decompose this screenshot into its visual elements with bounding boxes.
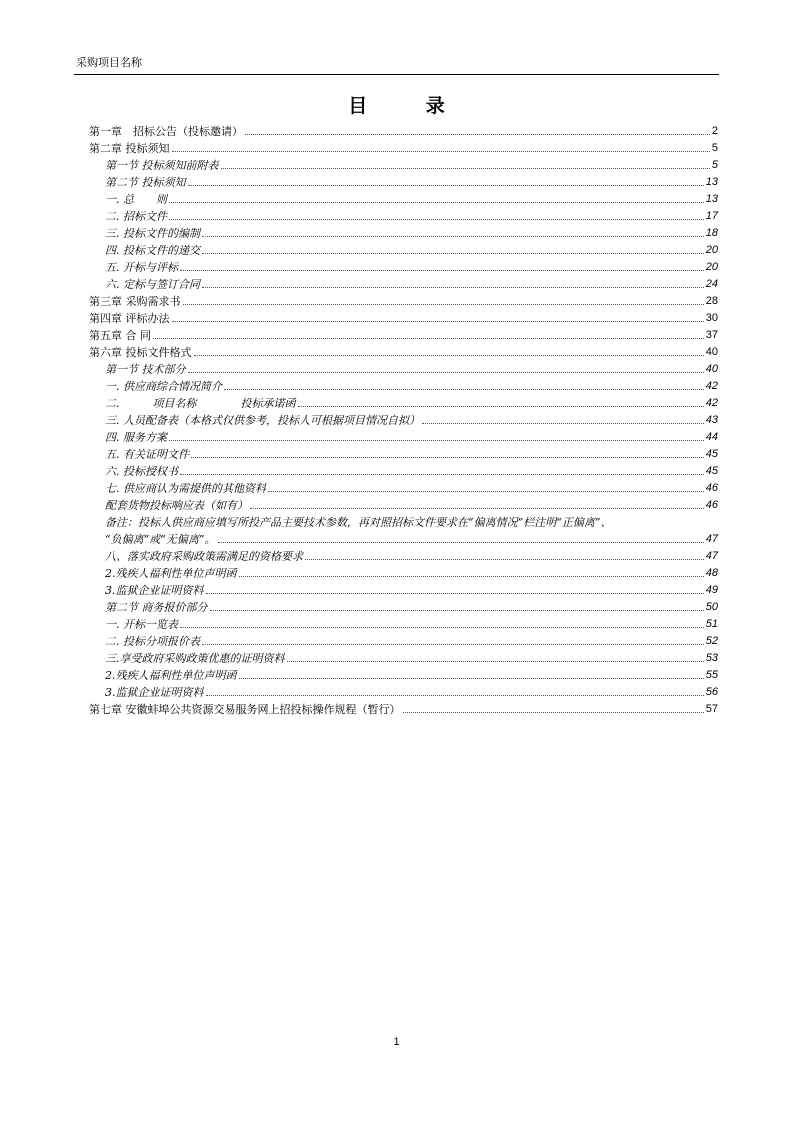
toc-entry-page: 13	[705, 193, 718, 205]
toc-entry-page: 5	[711, 159, 718, 171]
toc-entry-label: 二. 招标文件	[105, 210, 167, 223]
toc-entry[interactable]	[89, 308, 718, 325]
toc-entry-label: 第二章 投标须知	[89, 142, 170, 155]
toc-entry[interactable]	[89, 444, 718, 461]
toc-leader-dots	[221, 168, 710, 169]
toc-leader-dots	[172, 321, 704, 322]
toc-entry-page: 5	[711, 142, 718, 154]
toc-entry[interactable]	[89, 682, 718, 699]
toc-entry-label: 六. 投标授权书	[105, 465, 178, 478]
toc-leader-dots	[183, 304, 704, 305]
toc-entry[interactable]	[89, 580, 718, 597]
toc-entry-page: 43	[705, 414, 718, 426]
toc-entry-page: 20	[705, 244, 718, 256]
toc-entry-page: 57	[705, 703, 718, 715]
toc-entry-page: 42	[705, 380, 718, 392]
toc-entry[interactable]	[89, 631, 718, 648]
toc-entry[interactable]	[89, 189, 718, 206]
toc-leader-dots	[169, 202, 704, 203]
toc-entry-page: 2	[711, 125, 718, 137]
toc-entry-label: 第一章 招标公告（投标邀请）	[89, 125, 243, 138]
toc-entry[interactable]	[89, 563, 718, 580]
toc-leader-dots	[298, 406, 704, 407]
toc-entry-label: 配套货物投标响应表（如有）	[105, 499, 248, 512]
toc-leader-dots	[202, 253, 704, 254]
toc-entry-page: 55	[705, 669, 718, 681]
toc-entry[interactable]	[89, 495, 718, 512]
toc-title: 目 录	[348, 95, 471, 117]
toc-leader-dots	[422, 423, 704, 424]
toc-entry-page: 37	[705, 329, 718, 341]
toc-entry-page: 24	[705, 278, 718, 290]
toc-leader-dots	[169, 440, 704, 441]
toc-leader-dots	[250, 508, 704, 509]
toc-entry-label: 第二节 商务报价部分	[105, 601, 208, 614]
toc-leader-dots	[268, 491, 704, 492]
toc-leader-dots	[202, 287, 704, 288]
toc-entry-page: 56	[705, 686, 718, 698]
toc-entry-page: 46	[705, 499, 718, 511]
toc-entry-label: 2.残疾人福利性单位声明函	[105, 567, 237, 580]
toc-entry-label: 五. 开标与评标	[105, 261, 178, 274]
toc-entry-page: 49	[705, 584, 718, 596]
toc-leader-dots	[218, 542, 704, 543]
toc-entry-page: 40	[705, 363, 718, 375]
toc-entry[interactable]	[89, 240, 718, 257]
toc-entry-label: 三.享受政府采购政策优惠的证明资料	[105, 652, 285, 665]
toc-entry-label: 2.残疾人福利性单位声明函	[105, 669, 237, 682]
toc-leader-dots	[206, 695, 704, 696]
toc-entry-label: 第四章 评标办法	[89, 312, 170, 325]
toc-entry[interactable]	[89, 291, 718, 308]
toc-entry-label: 第一节 技术部分	[105, 363, 186, 376]
toc-entry[interactable]	[89, 427, 718, 444]
toc-entry[interactable]	[89, 138, 718, 155]
toc-entry[interactable]	[89, 393, 718, 410]
toc-leader-dots	[188, 185, 704, 186]
toc-entry-label: 五. 有关证明文件	[105, 448, 189, 461]
toc-entry[interactable]	[89, 359, 718, 376]
toc-entry-page: 53	[705, 652, 718, 664]
toc-entry[interactable]	[89, 478, 718, 495]
toc-entry-page: 40	[705, 346, 718, 358]
toc-entry-label: 第一节 投标须知前附表	[105, 159, 219, 172]
toc-entry-label: 二. 项目名称 投标承诺函	[105, 397, 296, 410]
toc-entry-label: “负偏离”或“无偏离”。	[105, 533, 216, 546]
toc-entry-page: 18	[705, 227, 718, 239]
toc-entry-page: 47	[705, 550, 718, 562]
toc-entry[interactable]	[89, 410, 718, 427]
toc-entry-label: 四. 投标文件的递交	[105, 244, 200, 257]
toc-leader-dots	[180, 474, 704, 475]
toc-entry[interactable]	[89, 342, 718, 359]
toc-entry-page: 48	[705, 567, 718, 579]
toc-entry[interactable]	[89, 597, 718, 614]
toc-entry[interactable]	[89, 325, 718, 342]
toc-leader-dots	[194, 355, 704, 356]
toc-entry-page: 47	[705, 533, 718, 545]
toc-entry-label: 二. 投标分项报价表	[105, 635, 200, 648]
toc-entry-label: 三. 人员配备表（本格式仅供参考，投标人可根据项目情况自拟）	[105, 414, 420, 427]
toc-leader-dots	[180, 627, 704, 628]
toc-entry-label: 一. 开标一览表	[105, 618, 178, 631]
toc-entry[interactable]	[89, 274, 718, 291]
toc-entry-page: 52	[705, 635, 718, 647]
toc-entry-label: 备注：投标人供应商应填写所投产品主要技术参数，再对照招标文件要求在“偏离情况”栏注明“正偏离”、	[105, 516, 612, 529]
toc-leader-dots	[305, 559, 704, 560]
toc-leader-dots	[239, 576, 704, 577]
toc-leader-dots	[191, 457, 704, 458]
toc-entry-page: 42	[705, 397, 718, 409]
toc-leader-dots	[153, 338, 704, 339]
running-header: 采购项目名称	[76, 56, 142, 69]
toc-entry[interactable]	[89, 172, 718, 189]
toc-leader-dots	[287, 661, 704, 662]
toc-entry[interactable]	[89, 206, 718, 223]
toc-entry[interactable]	[89, 546, 718, 563]
toc-entry-label: 第三章 采购需求书	[89, 295, 181, 308]
toc-entry-page: 44	[705, 431, 718, 443]
toc-entry-page: 30	[705, 312, 718, 324]
toc-entry-page: 13	[705, 176, 718, 188]
toc-entry-label: 第六章 投标文件格式	[89, 346, 192, 359]
toc-entry[interactable]	[89, 223, 718, 240]
toc-entry-label: 3.监狱企业证明资料	[105, 584, 204, 597]
toc-entry-page: 45	[705, 448, 718, 460]
toc-leader-dots	[202, 236, 704, 237]
header-divider	[74, 74, 719, 75]
toc-entry[interactable]	[89, 529, 718, 546]
toc-leader-dots	[172, 151, 710, 152]
toc-leader-dots	[169, 219, 704, 220]
toc-leader-dots	[245, 134, 710, 135]
toc-entry-page: 17	[705, 210, 718, 222]
toc-leader-dots	[188, 372, 704, 373]
toc-entry-page: 45	[705, 465, 718, 477]
toc-entry[interactable]	[89, 699, 718, 716]
table-of-contents	[89, 121, 718, 716]
toc-entry[interactable]	[89, 461, 718, 478]
toc-entry-label: 一. 供应商综合情况简介	[105, 380, 222, 393]
toc-entry-label: 八、落实政府采购政策需满足的资格要求	[105, 550, 303, 563]
toc-entry-label: 七. 供应商认为需提供的其他资料	[105, 482, 266, 495]
toc-entry[interactable]	[89, 376, 718, 393]
toc-entry-page: 28	[705, 295, 718, 307]
toc-entry-label: 一. 总 则	[105, 193, 167, 206]
toc-entry-label: 第七章 安徽蚌埠公共资源交易服务网上招投标操作规程（暂行）	[89, 703, 401, 716]
toc-entry-page: 46	[705, 482, 718, 494]
toc-entry[interactable]	[89, 257, 718, 274]
toc-entry-page: 20	[705, 261, 718, 273]
toc-entry-page: 50	[705, 601, 718, 613]
toc-entry-page: 51	[705, 618, 718, 630]
toc-entry[interactable]	[89, 648, 718, 665]
toc-entry[interactable]	[89, 121, 718, 138]
toc-entry-label: 六. 定标与签订合同	[105, 278, 200, 291]
toc-entry-label: 3.监狱企业证明资料	[105, 686, 204, 699]
toc-leader-dots	[202, 644, 704, 645]
toc-leader-dots	[180, 270, 704, 271]
toc-entry-label: 三. 投标文件的编制	[105, 227, 200, 240]
toc-entry[interactable]	[89, 155, 718, 172]
toc-leader-dots	[206, 593, 704, 594]
toc-entry-label: 第五章 合 同	[89, 329, 151, 342]
toc-entry-label: 四. 服务方案	[105, 431, 167, 444]
toc-leader-dots	[403, 712, 704, 713]
toc-entry[interactable]	[89, 665, 718, 682]
toc-leader-dots	[210, 610, 704, 611]
toc-leader-dots	[224, 389, 704, 390]
toc-entry-label: 第二节 投标须知	[105, 176, 186, 189]
page-number: 1	[393, 1036, 400, 1048]
toc-leader-dots	[239, 678, 704, 679]
toc-entry[interactable]	[89, 614, 718, 631]
